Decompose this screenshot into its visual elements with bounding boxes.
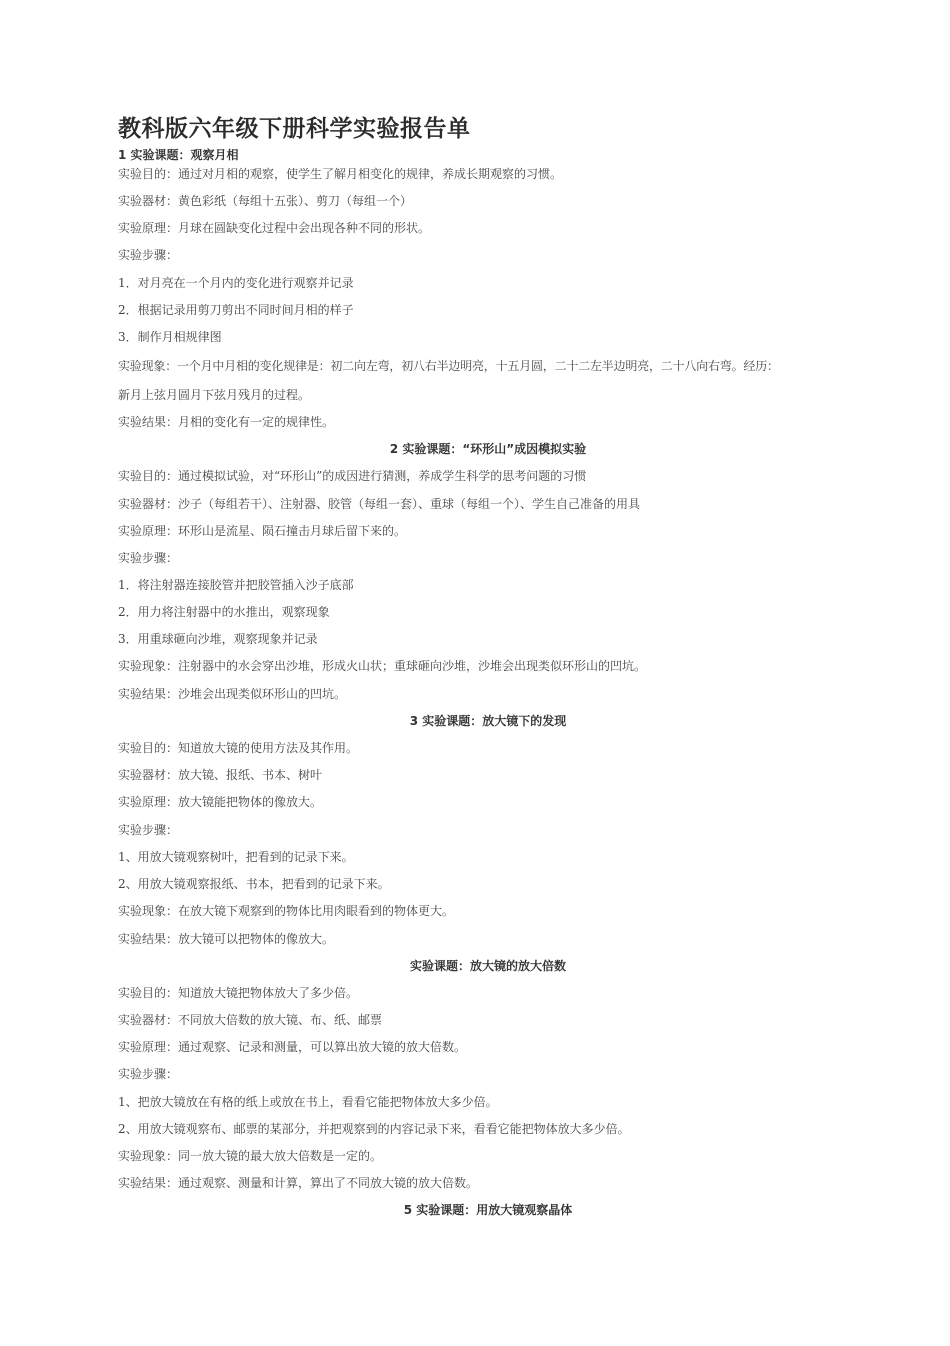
section-2-step-1: 1．将注射器连接胶管并把胶管插入沙子底部 — [118, 578, 354, 592]
section-1-step-3: 3．制作月相规律图 — [118, 330, 222, 344]
section-3-step-2: 2、用放大镜观察报纸、书本，把看到的记录下来。 — [118, 877, 390, 891]
section-2-step-3: 3．用重球砸向沙堆，观察现象并记录 — [118, 632, 318, 646]
section-1-phenomenon-cont: 新月上弦月圆月下弦月残月的过程。 — [118, 388, 311, 402]
section-1-step-2: 2．根据记录用剪刀剪出不同时间月相的样子 — [118, 303, 354, 317]
section-2-phenomenon: 实验现象：注射器中的水会穿出沙堆，形成火山状；重球砸向沙堆，沙堆会出现类似环形山的凹坑。 — [118, 659, 647, 673]
section-heading-3: 3 实验课题：放大镜下的发现 — [409, 714, 567, 728]
section-1-result: 实验结果：月相的变化有一定的规律性。 — [118, 415, 335, 429]
section-1-steps-label: 实验步骤： — [118, 248, 179, 262]
section-2-purpose: 实验目的：通过模拟试验，对“环形山”的成因进行猜测，养成学生科学的思考问题的习惯 — [118, 469, 587, 483]
section-1-materials: 实验器材：黄色彩纸（每组十五张）、剪刀（每组一个） — [118, 194, 413, 208]
section-3-step-1: 1、用放大镜观察树叶，把看到的记录下来。 — [118, 850, 354, 864]
section-1-step-1: 1．对月亮在一个月内的变化进行观察并记录 — [118, 276, 354, 290]
section-3-purpose: 实验目的：知道放大镜的使用方法及其作用。 — [118, 741, 359, 755]
section-3-steps-label: 实验步骤： — [118, 823, 179, 837]
section-1-principle: 实验原理：月球在圆缺变化过程中会出现各种不同的形状。 — [118, 221, 431, 235]
section-2-materials: 实验器材：沙子（每组若干）、注射器、胶管（每组一套）、重球（每组一个）、学生自己准备的用具 — [118, 497, 641, 511]
section-4-result: 实验结果：通过观察、测量和计算，算出了不同放大镜的放大倍数。 — [118, 1176, 479, 1190]
section-1-phenomenon: 实验现象：一个月中月相的变化规律是：初二向左弯，初八右半边明亮，十五月圆，二十二左半边明亮，二十八向右弯。经历： — [118, 359, 779, 373]
section-heading-2: 2 实验课题：“环形山”成因模拟实验 — [389, 442, 587, 456]
section-heading-1: 1 实验课题：观察月相 — [118, 148, 239, 162]
section-3-phenomenon: 实验现象：在放大镜下观察到的物体比用肉眼看到的物体更大。 — [118, 904, 455, 918]
section-2-steps-label: 实验步骤： — [118, 551, 179, 565]
section-2-result: 实验结果：沙堆会出现类似环形山的凹坑。 — [118, 687, 347, 701]
section-4-purpose: 实验目的：知道放大镜把物体放大了多少倍。 — [118, 986, 359, 1000]
section-4-phenomenon: 实验现象：同一放大镜的最大放大倍数是一定的。 — [118, 1149, 383, 1163]
section-1-purpose: 实验目的：通过对月相的观察，使学生了解月相变化的规律，养成长期观察的习惯。 — [118, 167, 563, 181]
document-title: 教科版六年级下册科学实验报告单 — [118, 116, 471, 142]
section-2-principle: 实验原理：环形山是流星、陨石撞击月球后留下来的。 — [118, 524, 407, 538]
section-2-step-2: 2．用力将注射器中的水推出，观察现象 — [118, 605, 330, 619]
section-4-step-1: 1、把放大镜放在有格的纸上或放在书上，看看它能把物体放大多少倍。 — [118, 1095, 498, 1109]
section-4-materials: 实验器材：不同放大倍数的放大镜、布、纸、邮票 — [118, 1013, 383, 1027]
section-3-principle: 实验原理：放大镜能把物体的像放大。 — [118, 795, 323, 809]
section-heading-4: 实验课题：放大镜的放大倍数 — [409, 959, 566, 973]
section-4-step-2: 2、用放大镜观察布、邮票的某部分，并把观察到的内容记录下来，看看它能把物体放大多少倍。 — [118, 1122, 630, 1136]
section-heading-5: 5 实验课题：用放大镜观察晶体 — [403, 1203, 573, 1217]
section-4-principle: 实验原理：通过观察、记录和测量，可以算出放大镜的放大倍数。 — [118, 1040, 467, 1054]
section-3-result: 实验结果：放大镜可以把物体的像放大。 — [118, 932, 335, 946]
section-4-steps-label: 实验步骤： — [118, 1067, 179, 1081]
section-3-materials: 实验器材：放大镜、报纸、书本、树叶 — [118, 768, 323, 782]
